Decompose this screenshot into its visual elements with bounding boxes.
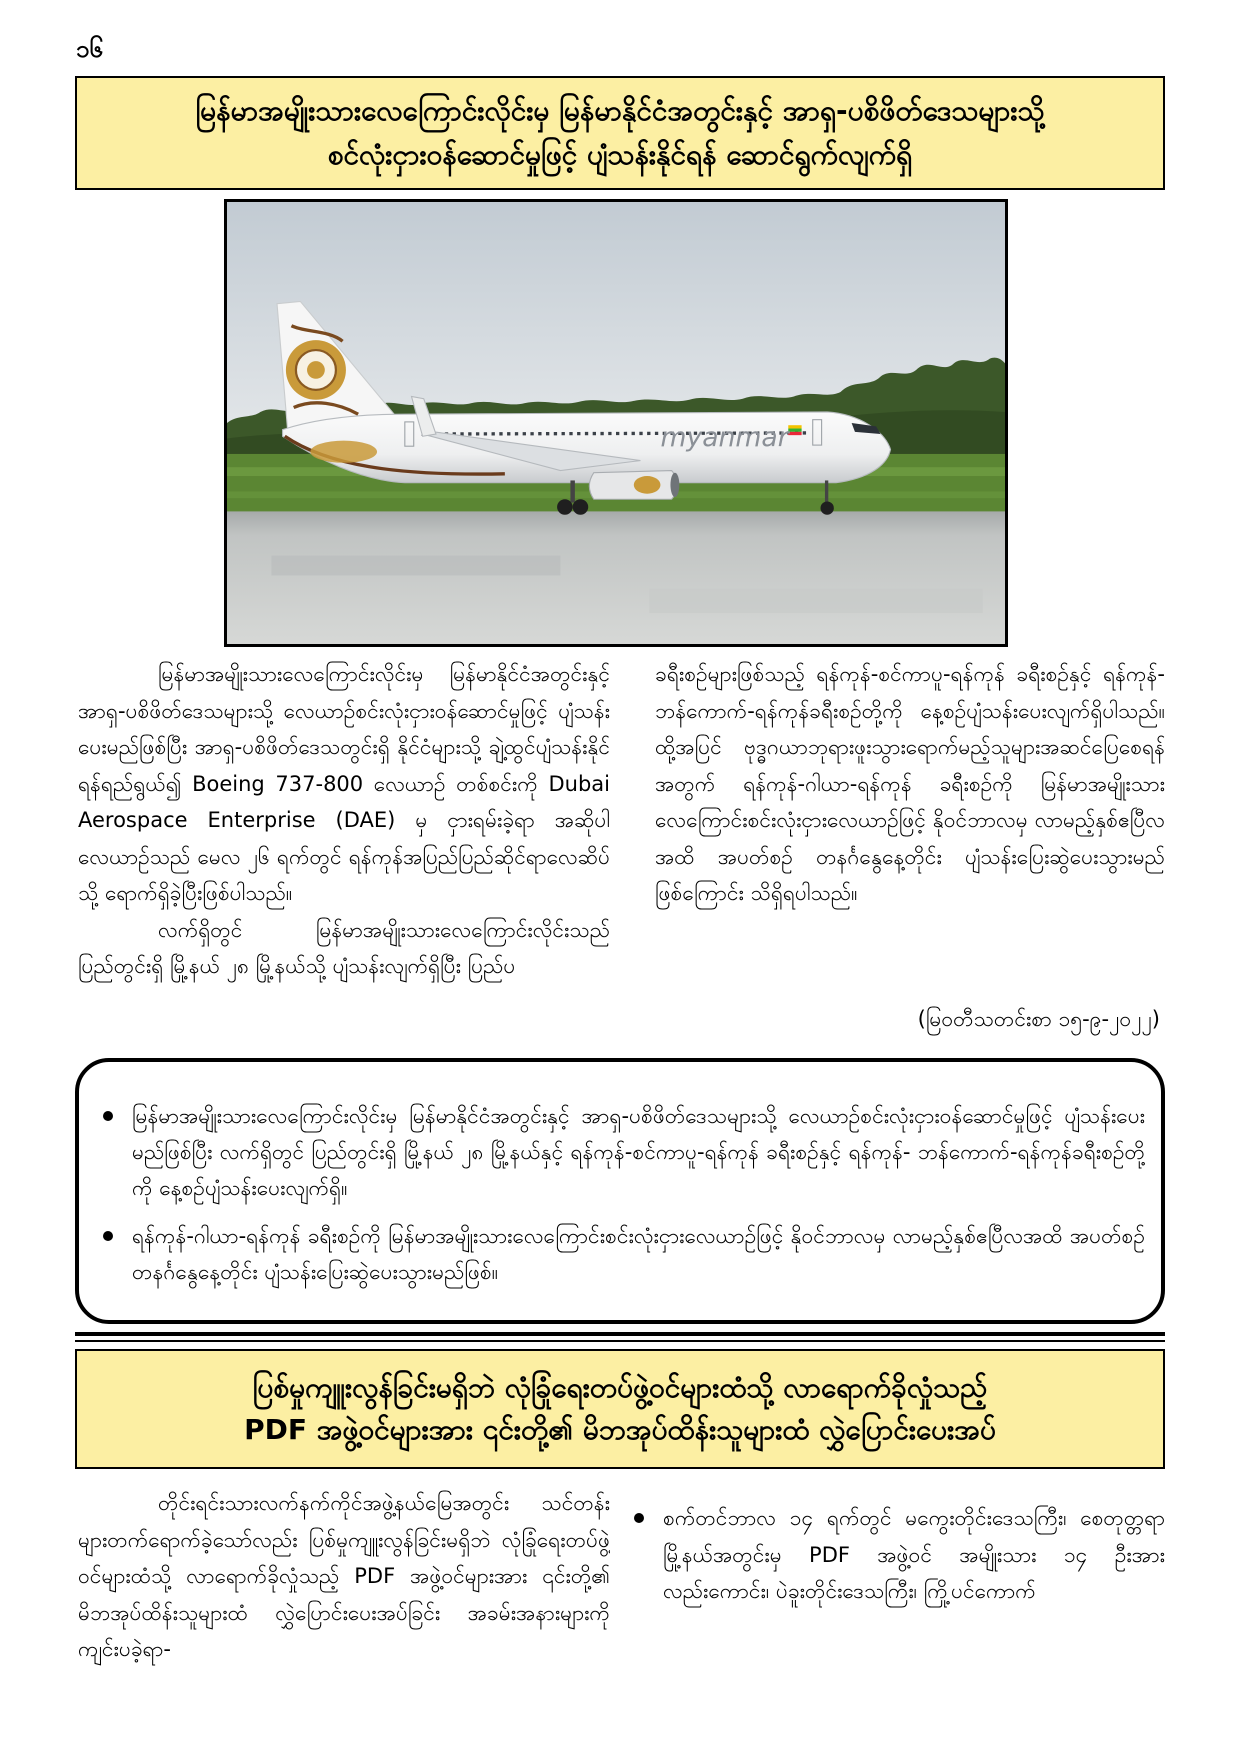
summary-bullet	[99, 1218, 1145, 1290]
summary-bullet-text: ရန်ကုန်-ဂါယာ-ရန်ကုန် ခရီးစဉ်ကို မြန်မာအမျိုးသားလေကြောင်းစင်းလုံးငှားလေယာဉ်ဖြင့် နိုဝင်ဘာလမှ လာမည့်နှစ်ဧပြီလအထိ အပတ်စဉ် တနင်္ဂနွေနေ့တိုင်း ပျံသန်းပြေးဆွဲပေးသွားမည်ဖြစ်။	[132, 1224, 1145, 1284]
article-2-bullet-list	[630, 1500, 1165, 1610]
source-credit: (မြဝတီသတင်းစာ ၁၅-၉-၂၀၂၂)	[917, 1007, 1160, 1031]
article-1-column-right	[655, 656, 1165, 956]
summary-bullet-list	[99, 1098, 1145, 1290]
article-2-headline-line-1: ပြစ်မှုကျူးလွန်ခြင်းမရှိဘဲ လုံခြုံရေးတပ်ဖွဲ့ဝင်များထံသို့ လာရောက်ခိုလှုံသည့်	[252, 1371, 988, 1404]
article-2-headline-line-2: PDF အဖွဲ့ဝင်များအား ၎င်းတို့၏ မိဘအုပ်ထိန်းသူများထံ လွှဲပြောင်းပေးအပ်	[244, 1413, 996, 1446]
article-1-headline-line-2: စင်လုံးငှားဝန်ဆောင်မှုဖြင့် ပျံသန်းနိုင်ရန် ဆောင်ရွက်လျက်ရှိ	[327, 138, 913, 171]
engine-intake	[670, 473, 679, 497]
engine-ornament	[634, 476, 661, 494]
summary-bullet	[99, 1098, 1145, 1206]
tail-emblem-center	[307, 361, 325, 379]
article-2-headline-box	[75, 1349, 1165, 1469]
article-1-paragraph-1: မြန်မာအမျိုးသားလေကြောင်းလိုင်းမှ မြန်မာနိုင်ငံအတွင်းနှင့် အာရှ-ပစိဖိတ်ဒေသများသို့ လေယာဉ်စင်းလုံးငှားဝန်ဆောင်မှုဖြင့် ပျံသန်းပေးမည်ဖြစ်ပြီး အာရှ-ပစိဖိတ်ဒေသတွင်းရှိ နိုင်ငံများသို့ ချဲ့ထွင်ပျံသန်းနိုင်ရန်ရည်ရွယ်၍ Boeing 737-800 လေယာဉ် တစ်စင်းကို Dubai Aerospace Enterprise (DAE) မှ ငှားရမ်းခဲ့ရာ အဆိုပါလေယာဉ်သည် မေလ ၂၆ ရက်တွင် ရန်ကုန်အပြည်ပြည်ဆိုင်ရာလေဆိပ်သို့ ရောက်ရှိခဲ့ပြီးဖြစ်ပါသည်။	[78, 662, 610, 905]
runway-patch	[271, 556, 560, 576]
article-1-headline-line-1: မြန်မာအမျိုးသားလေကြောင်းလိုင်းမှ မြန်မာနိုင်ငံအတွင်းနှင့် အာရှ-ပစိဖိတ်ဒေသများသို့	[195, 94, 1045, 127]
article-2-column-right	[630, 1500, 1165, 1650]
article-1-paragraph-2-continued: ခရီးစဉ်များဖြစ်သည့် ရန်ကုန်-စင်ကာပူ-ရန်ကုန် ခရီးစဉ်နှင့် ရန်ကုန်-ဘန်ကောက်-ရန်ကုန်ခရီးစဉ်တို့ကို နေ့စဉ်ပျံသန်းပေးလျက်ရှိပါသည်။ ထို့အပြင် ဗုဒ္ဓဂယာဘုရားဖူးသွားရောက်မည့်သူများအဆင်ပြေစေရန်အတွက် ရန်ကုန်-ဂါယာ-ရန်ကုန် ခရီးစဉ်ကို မြန်မာအမျိုးသားလေကြောင်းစင်းလုံးငှားလေယာဉ်ဖြင့် နိုဝင်ဘာလမှ လာမည့်နှစ်ဧပြီလအထိ အပတ်စဉ် တနင်္ဂနွေနေ့တိုင်း ပျံသန်းပြေးဆွဲပေးသွားမည်ဖြစ်ကြောင်း သိရှိရပါသည်။	[655, 662, 1165, 905]
flag-stripe-red	[788, 432, 801, 435]
article-1-photo	[224, 199, 1008, 647]
flag	[788, 425, 801, 435]
article-2-bullet-text: စက်တင်ဘာလ ၁၄ ရက်တွင် မကွေးတိုင်းဒေသကြီး၊ စေတုတ္တရာမြို့နယ်အတွင်းမှ PDF အဖွဲ့ဝင် အမျိုးသား ၁၄ ဦးအားလည်းကောင်း၊ ပဲခူးတိုင်းဒေသကြီး၊ ကြို့ပင်ကောက်	[663, 1506, 1165, 1603]
livery-ornament	[310, 441, 377, 463]
article-2-bullet	[630, 1500, 1165, 1610]
flag-stripe-yellow	[788, 425, 801, 428]
bullet-icon	[630, 1500, 663, 1536]
section-divider	[75, 1332, 1165, 1342]
engine	[589, 471, 678, 500]
bullet-icon	[99, 1098, 132, 1134]
bullet-icon	[99, 1218, 132, 1254]
summary-bullet-text: မြန်မာအမျိုးသားလေကြောင်းလိုင်းမှ မြန်မာနိုင်ငံအတွင်းနှင့် အာရှ-ပစိဖိတ်ဒေသများသို့ လေယာဉ်စင်းလုံးငှားဝန်ဆောင်မှုဖြင့် ပျံသန်းပေးမည်ဖြစ်ပြီး လက်ရှိတွင် ပြည်တွင်းရှိ မြို့နယ် ၂၈ မြို့နယ်နှင့် ရန်ကုန်-စင်ကာပူ-ရန်ကုန် ခရီးစဉ်နှင့် ရန်ကုန်- ဘန်ကောက်-ရန်ကုန်ခရီးစဉ်တို့ကို နေ့စဉ်ပျံသန်းပေးလျက်ရှိ။	[132, 1104, 1145, 1200]
main-gear-wheel	[573, 499, 589, 514]
article-2-paragraph-1: တိုင်းရင်းသားလက်နက်ကိုင်အဖွဲ့နယ်မြေအတွင်း သင်တန်းများတက်ရောက်ခဲ့သော်လည်း ပြစ်မှုကျူးလွန်ခြင်းမရှိဘဲ လုံခြုံရေးတပ်ဖွဲ့ဝင်များထံသို့ လာရောက်ခိုလှုံသည့် PDF အဖွဲ့ဝင်များအား ၎င်းတို့၏ မိဘအုပ်ထိန်းသူများထံ လွှဲပြောင်းပေးအပ်ခြင်း အခမ်းအနားများကို ကျင်းပခဲ့ရာ-	[78, 1491, 610, 1661]
runway	[227, 511, 1005, 644]
nose-gear-strut	[825, 480, 828, 502]
airplane-photo-illustration	[227, 202, 1005, 644]
article-1-column-left	[78, 656, 610, 1051]
article-2-column-left	[78, 1485, 610, 1685]
flag-stripe-green	[788, 429, 801, 432]
article-1-headline-box	[75, 76, 1165, 190]
main-gear-strut	[570, 480, 574, 502]
article-1-paragraph-2: လက်ရှိတွင် မြန်မာအမျိုးသားလေကြောင်းလိုင်းသည် ပြည်တွင်းရှိ မြို့နယ် ၂၈ မြို့နယ်သို့ ပျံသန်းလျက်ရှိပြီး ပြည်ပ	[78, 917, 610, 978]
airline-livery-text: myanmar	[660, 422, 789, 454]
runway-patch	[649, 589, 982, 613]
summary-box	[75, 1058, 1165, 1324]
page-number: ၁၆	[76, 35, 103, 63]
main-gear-wheel	[557, 499, 573, 514]
nose-gear-wheel	[821, 501, 834, 514]
